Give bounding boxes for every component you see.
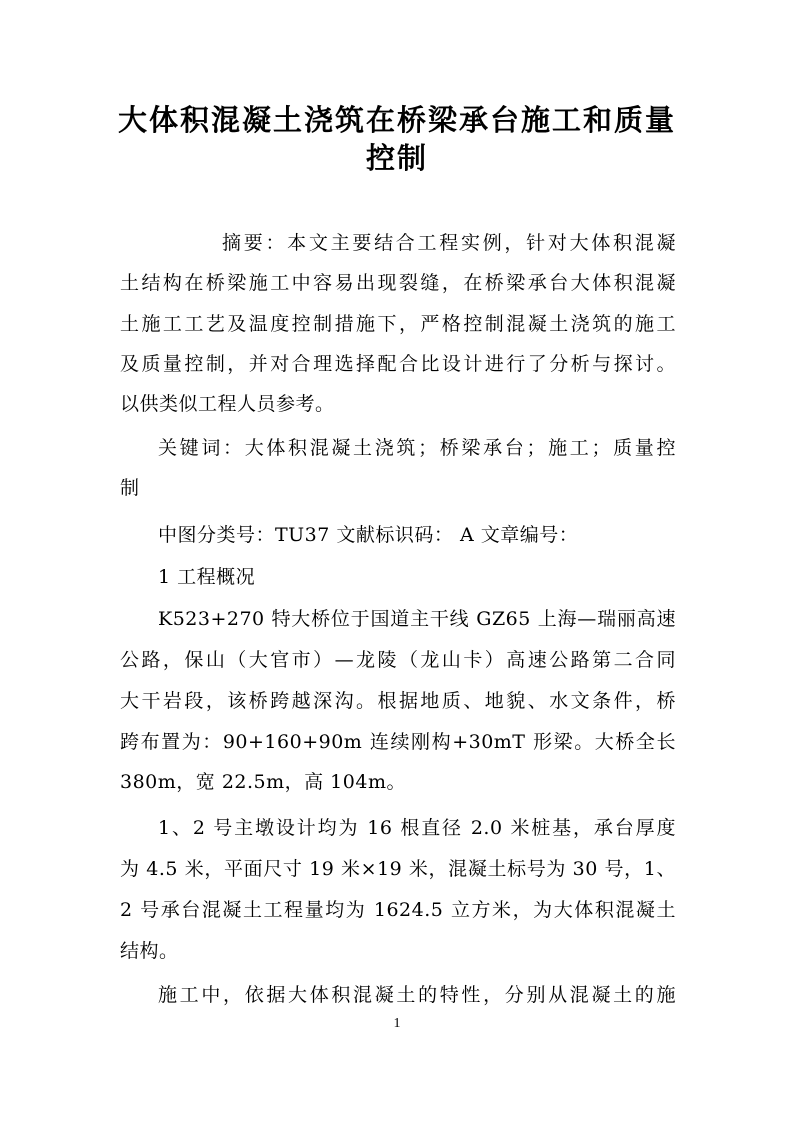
paragraph-2-line-2: 为 4.5 米，平面尺寸 19 米×19 米，混凝土标号为 30 号，1、	[120, 858, 676, 880]
document-title-line-1: 大体积混凝土浇筑在桥梁承台施工和质量	[117, 103, 676, 137]
section-heading-1: 1 工程概况	[158, 566, 256, 588]
paragraph-1-line-4: 跨布置为：90+160+90m 连续刚构+30mT 形梁。大桥全长	[120, 731, 676, 753]
classification-line: 中图分类号：TU37 文献标识码： A 文章编号：	[158, 524, 579, 546]
abstract-line-5: 以供类似工程人员参考。	[120, 393, 335, 415]
paragraph-1-line-5: 380m，宽 22.5m，高 104m。	[120, 771, 406, 793]
abstract-line-2: 土结构在桥梁施工中容易出现裂缝，在桥梁承台大体积混凝	[120, 272, 676, 294]
abstract-line-1: 摘要：本文主要结合工程实例，针对大体积混凝	[222, 232, 676, 254]
paragraph-2-line-3: 2 号承台混凝土工程量均为 1624.5 立方米，为大体积混凝土	[120, 899, 676, 921]
page-number: 1	[393, 1016, 401, 1031]
paragraph-2-line-4: 结构。	[120, 940, 179, 962]
paragraph-3-line-1: 施工中，依据大体积混凝土的特性，分别从混凝土的施	[158, 984, 676, 1006]
paragraph-2-line-1: 1、2 号主墩设计均为 16 根直径 2.0 米桩基，承台厚度	[158, 817, 676, 839]
document-title-line-2: 控制	[365, 141, 428, 175]
abstract-line-4: 及质量控制，并对合理选择配合比设计进行了分析与探讨。	[120, 353, 676, 375]
keywords-line-2: 制	[120, 477, 140, 499]
abstract-line-3: 土施工工艺及温度控制措施下，严格控制混凝土浇筑的施工	[120, 313, 676, 335]
paragraph-1-line-2: 公路，保山（大官市）—龙陵（龙山卡）高速公路第二合同	[120, 649, 676, 671]
keywords-line-1: 关键词：大体积混凝土浇筑；桥梁承台；施工；质量控	[158, 437, 676, 459]
paragraph-1-line-1: K523+270 特大桥位于国道主干线 GZ65 上海—瑞丽高速	[158, 608, 676, 630]
paragraph-1-line-3: 大干岩段，该桥跨越深沟。根据地质、地貌、水文条件，桥	[120, 690, 676, 712]
